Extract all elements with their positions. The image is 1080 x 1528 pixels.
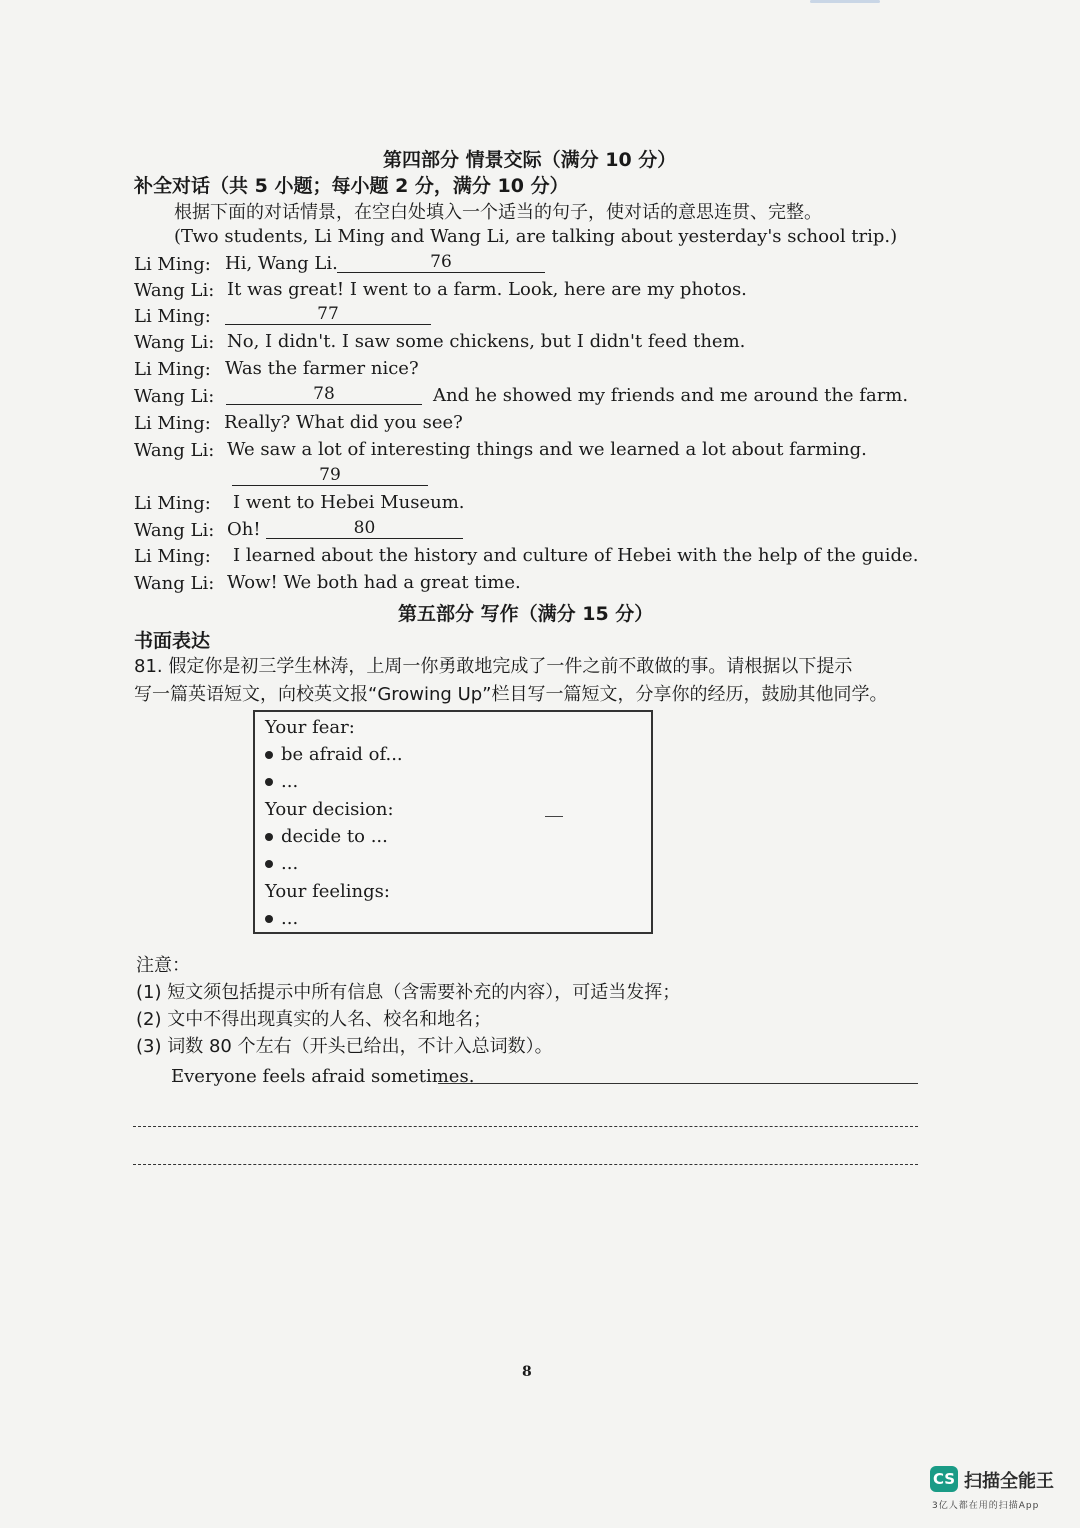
answer-blank-79[interactable]: 79 (232, 465, 428, 486)
speaker-label: Wang Li: (134, 332, 215, 353)
speaker-label: Li Ming: (134, 254, 211, 275)
section-label: 书面表达 (134, 630, 211, 652)
hint-item: ... (265, 771, 298, 792)
answer-blank-76[interactable]: 76 (337, 252, 545, 273)
speaker-label: Wang Li: (134, 386, 215, 407)
bullet-icon (265, 915, 273, 923)
hint-label: Your decision: (265, 799, 394, 820)
part5-title: 第五部分 写作（满分 15 分） (398, 603, 654, 625)
dialogue-line: I went to Hebei Museum. (233, 492, 465, 513)
dialogue-line: Oh! (227, 519, 261, 540)
camscanner-logo-icon: CS (930, 1466, 958, 1492)
dialogue-line: Wow! We both had a great time. (227, 572, 521, 593)
speaker-label: Wang Li: (134, 573, 215, 594)
writing-prompt: 写一篇英语短文，向校英文报“Growing Up”栏目写一篇短文，分享你的经历，鼓励其他同学。 (134, 684, 888, 705)
dialogue-line: I learned about the history and culture of Hebei with the help of the guide. (233, 545, 919, 566)
dialogue-line: And he showed my friends and me around the farm. (433, 385, 909, 406)
answer-blank-78[interactable]: 78 (226, 384, 422, 405)
dialogue-line: No, I didn't. I saw some chickens, but I didn't feed them. (227, 331, 746, 352)
note-item: (1) 短文须包括提示中所有信息（含需要补充的内容），可适当发挥； (136, 982, 681, 1003)
hint-item: ... (265, 908, 298, 929)
hint-item: decide to ... (265, 826, 388, 847)
speaker-label: Wang Li: (134, 440, 215, 461)
hint-item: ... (265, 853, 298, 874)
page-number: 8 (522, 1364, 532, 1380)
note-item: (2) 文中不得出现真实的人名、校名和地名； (136, 1009, 492, 1030)
watermark-tagline: 3亿人都在用的扫描App (932, 1501, 1040, 1511)
stray-mark (545, 816, 563, 817)
hint-label: Your feelings: (265, 881, 390, 902)
bullet-icon (265, 778, 273, 786)
speaker-label: Li Ming: (134, 359, 211, 380)
bullet-icon (265, 751, 273, 759)
speaker-label: Wang Li: (134, 520, 215, 541)
dialogue-context: (Two students, Li Ming and Wang Li, are talking about yesterday's school trip.) (174, 226, 898, 247)
writing-line[interactable] (438, 1083, 918, 1084)
speaker-label: Li Ming: (134, 546, 211, 567)
speaker-label: Wang Li: (134, 280, 215, 301)
writing-prompt: 81. 假定你是初三学生林涛，上周一你勇敢地完成了一件之前不敢做的事。请根据以下提示 (134, 656, 853, 677)
answer-blank-77[interactable]: 77 (225, 304, 431, 325)
dialogue-line: It was great! I went to a farm. Look, here are my photos. (227, 279, 747, 300)
writing-line[interactable] (133, 1126, 918, 1127)
dialogue-line: We saw a lot of interesting things and we learned a lot about farming. (227, 439, 867, 460)
hint-box (253, 710, 653, 934)
speaker-label: Li Ming: (134, 306, 211, 327)
dialogue-line: Really? What did you see? (224, 412, 463, 433)
writing-line[interactable] (133, 1164, 918, 1165)
dialogue-line: Hi, Wang Li. (225, 253, 338, 274)
dialogue-line: Was the farmer nice? (225, 358, 419, 379)
part4-instruction: 根据下面的对话情景，在空白处填入一个适当的句子，使对话的意思连贯、完整。 (174, 202, 822, 223)
notes-label: 注意： (136, 955, 190, 976)
hint-label: Your fear: (265, 717, 355, 738)
bullet-icon (265, 833, 273, 841)
note-item: (3) 词数 80 个左右（开头已给出，不计入总词数）。 (136, 1036, 553, 1057)
answer-blank-80[interactable]: 80 (266, 518, 463, 539)
hint-item: be afraid of... (265, 744, 403, 765)
part4-title: 第四部分 情景交际（满分 10 分） (383, 149, 677, 171)
speaker-label: Li Ming: (134, 493, 211, 514)
bullet-icon (265, 860, 273, 868)
part4-subtitle: 补全对话（共 5 小题；每小题 2 分，满分 10 分） (134, 175, 569, 197)
essay-starter: Everyone feels afraid sometimes. (171, 1066, 475, 1087)
watermark-brand: 扫描全能王 (964, 1471, 1054, 1492)
scan-mark (810, 0, 880, 3)
speaker-label: Li Ming: (134, 413, 211, 434)
